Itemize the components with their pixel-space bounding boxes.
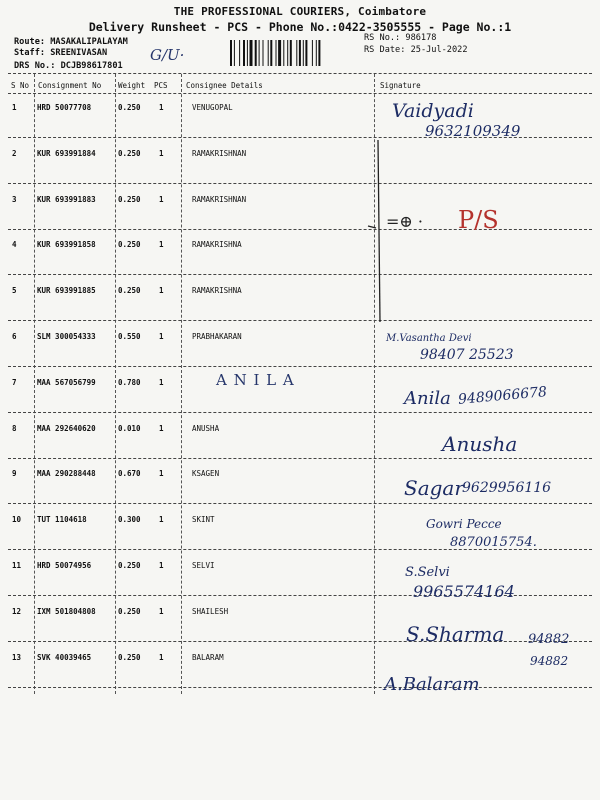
signature-7-phone: 9489066678 [457,384,548,408]
signature-7-name: Anila [404,388,451,409]
barcode-bar [250,40,253,66]
row-consignment-no: IXM 501804808 [37,607,96,616]
rs-no-label: RS No.: [364,33,401,43]
row-weight: 0.010 [118,424,141,433]
header-top-rule [8,73,592,74]
row-consignee: ANUSHA [192,424,220,433]
barcode-bar [230,40,232,66]
row-pcs: 1 [159,653,164,662]
row-weight: 0.250 [118,103,141,112]
row-weight: 0.250 [118,561,141,570]
rs-no-value: 986178 [405,33,437,43]
barcode-bar [234,40,235,66]
row-pcs: 1 [159,149,164,158]
row-pcs: 1 [159,515,164,524]
col-header-weight: Weight [118,81,146,90]
row-pcs: 1 [159,240,164,249]
row-weight: 0.550 [118,332,141,341]
bracket-mark [364,136,394,328]
row-consignment-no: MAA 292640620 [37,424,96,433]
row-sno: 13 [12,653,22,662]
row-consignment-no: SLM 300054333 [37,332,96,341]
signature-10-phone: 8870015754. [450,535,537,550]
handwritten-mark: G/U· [150,46,185,64]
row-weight: 0.250 [118,607,141,616]
col-header-signature: Signature [380,81,421,90]
barcode-bar [312,40,313,66]
row-sno: 8 [12,424,17,433]
signature-11-phone: 9965574164 [413,582,515,601]
staff-line [14,48,107,58]
col-divider [181,74,182,694]
row-consignee: KSAGEN [192,469,220,478]
row-pcs: 1 [159,424,164,433]
row-pcs: 1 [159,561,164,570]
row-sno: 3 [12,195,17,204]
barcode-bar [287,40,288,66]
row-separator [8,320,592,321]
row-sno: 4 [12,240,17,249]
row-consignment-no: KUR 693991883 [37,195,96,204]
row-sno: 5 [12,286,17,295]
staff-label: Staff: [14,48,46,58]
row-weight: 0.670 [118,469,141,478]
row-separator [8,641,592,642]
row-separator [8,366,592,367]
signature-9-name: Sagar [404,476,464,500]
barcode-bar [239,40,240,66]
row-consignment-no: KUR 693991885 [37,286,96,295]
drs-value: DCJB98617801 [60,61,123,71]
barcode-bar [247,40,248,66]
route-label: Route: [14,37,46,47]
row-consignee: VENUGOPAL [192,103,233,112]
rs-no-line [364,33,436,43]
rs-date-line [364,45,468,55]
row-separator [8,229,592,230]
col-divider [115,74,116,694]
row-sno: 10 [12,515,22,524]
barcode-image [230,40,354,66]
col-header-consignment: Consignment No [38,81,102,90]
row-sno: 1 [12,103,17,112]
row-separator [8,458,592,459]
signature-6-phone: 98407 25523 [420,347,514,363]
signature-6-name: M.Vasantha Devi [386,333,472,344]
row-consignment-no: KUR 693991858 [37,240,96,249]
row-separator [8,412,592,413]
col-divider [34,74,35,694]
route-value: MASAKALIPALAYAM [50,37,128,47]
row-weight: 0.250 [118,653,141,662]
row-consignee: SELVI [192,561,215,570]
row-consignee: RAMAKRISHNAN [192,149,247,158]
row-separator [8,687,592,688]
row-weight: 0.300 [118,515,141,524]
signature-8-name: Anusha [442,432,518,456]
row-separator [8,183,592,184]
barcode-bar [303,40,304,66]
signature-1-name: Vaidyadi [392,100,474,122]
signature-1-phone: 9632109349 [425,122,521,140]
courier-title: THE PROFESSIONAL COURIERS, Coimbatore [173,5,427,18]
barcode-bar [318,40,320,66]
row-pcs: 1 [159,286,164,295]
row-sno: 2 [12,149,17,158]
signature-pls: P/S [458,206,499,234]
row-weight: 0.780 [118,378,141,387]
row-pcs: 1 [159,103,164,112]
barcode-bar [305,40,307,66]
signature-9-phone: 9629956116 [462,480,552,496]
barcode-bar [299,40,301,66]
row-consignment-no: TUT 1104618 [37,515,87,524]
row-weight: 0.250 [118,149,141,158]
signature-11-name: S.Selvi [405,565,450,580]
signature-13-phone: 94882 [530,654,569,668]
row-consignment-no: SVK 40039465 [37,653,92,662]
col-header-sno: S No [11,81,30,90]
drs-line [14,61,123,71]
row-separator [8,274,592,275]
row-separator [8,503,592,504]
staff-value: SREENIVASAN [50,48,108,58]
barcode-bar [268,40,269,66]
barcode-bar [259,40,260,66]
row-weight: 0.250 [118,286,141,295]
row-sno: 12 [12,607,22,616]
row-sno: 9 [12,469,17,478]
row-consignee: BALARAM [192,653,224,662]
row-consignment-no: KUR 693991884 [37,149,96,158]
signature-2-5-mark: =⊕ · [386,212,423,231]
row-sno: 11 [12,561,22,570]
signature-12-name: S.Sharma [406,622,505,646]
barcode-bar [278,40,281,66]
barcode-bar [316,40,317,66]
row-pcs: 1 [159,378,164,387]
row-pcs: 1 [159,607,164,616]
barcode-bar [243,40,245,66]
row-consignee: PRABHAKARAN [192,332,242,341]
row-pcs: 1 [159,195,164,204]
drs-label: DRS No.: [14,61,56,71]
barcode-bar [283,40,284,66]
row-consignee: RAMAKRISHNA [192,286,242,295]
row-sno: 7 [12,378,17,387]
row-pcs: 1 [159,469,164,478]
row-weight: 0.250 [118,240,141,249]
barcode-bar [255,40,257,66]
row-consignment-no: HRD 50077708 [37,103,92,112]
rs-date-value: 25-Jul-2022 [410,45,468,55]
barcode-bar [263,40,264,66]
signature-12-phone: 94882 [528,632,570,647]
row-consignment-no: MAA 567056799 [37,378,96,387]
header-bottom-rule [8,93,592,94]
barcode-bar [270,40,272,66]
row-sno: 6 [12,332,17,341]
col-header-pcs: PCS [154,81,168,90]
handwritten-anila: A N I L A [216,371,295,389]
row-consignment-no: MAA 290288448 [37,469,96,478]
row-consignee: SHAILESH [192,607,229,616]
runsheet-subtitle: Delivery Runsheet - PCS - Phone No.:0422-3505555 - Page No.:1 [88,20,512,34]
row-weight: 0.250 [118,195,141,204]
barcode-bar [290,40,292,66]
signature-10-name: Gowri Pecce [426,517,502,531]
row-consignee: SKINT [192,515,215,524]
row-consignee: RAMAKRISHNAN [192,195,247,204]
barcode-bar [276,40,277,66]
route-line [14,37,128,47]
signature-13-name: A.Balaram [384,674,480,695]
row-pcs: 1 [159,332,164,341]
col-header-consignee: Consignee Details [186,81,263,90]
row-consignee: RAMAKRISHNA [192,240,242,249]
rs-date-label: RS Date: [364,45,406,55]
row-consignment-no: HRD 50074956 [37,561,92,570]
barcode-bar [296,40,297,66]
